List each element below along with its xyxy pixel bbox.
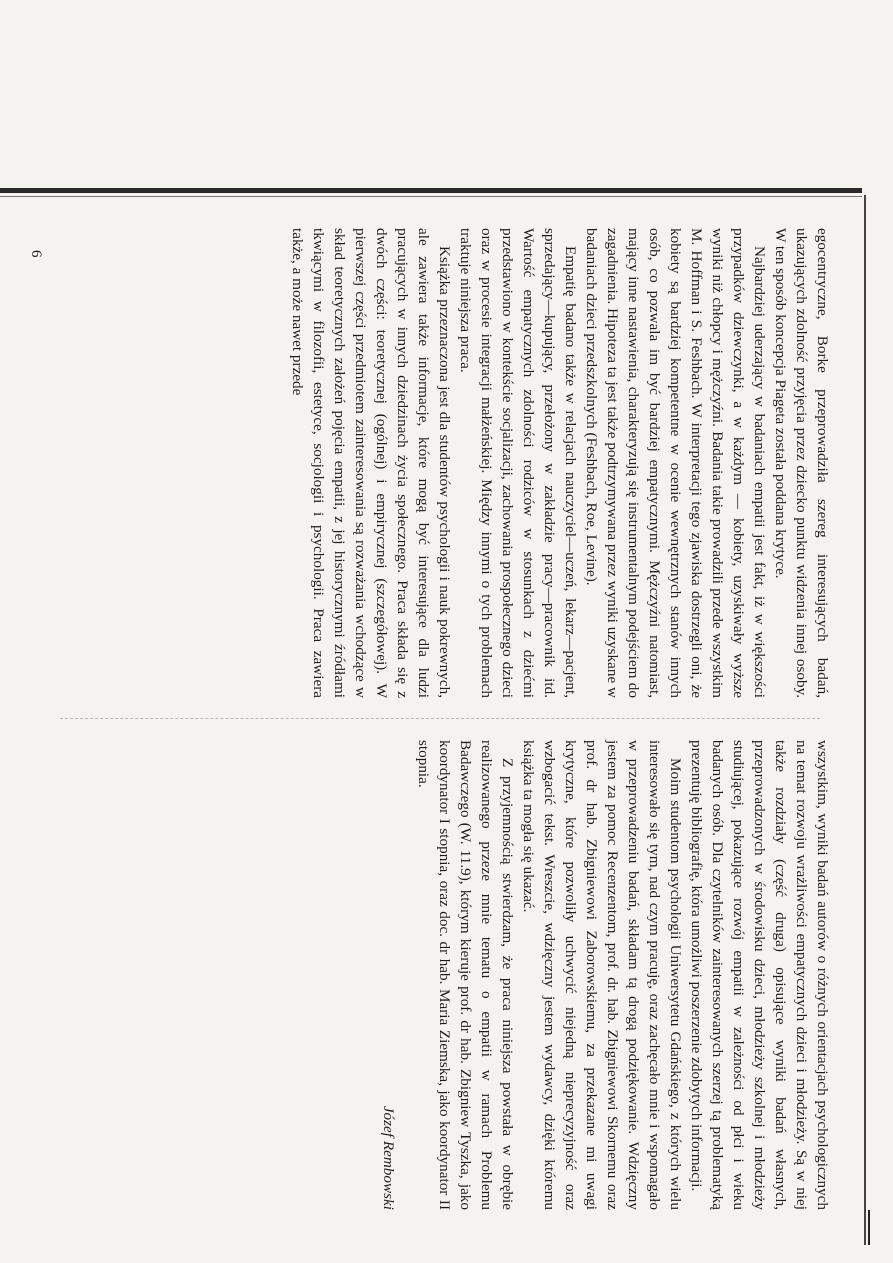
left-column-text <box>287 228 833 698</box>
paragraph: Najbardziej uderzający w badaniach empatii jest fakt, iż w większości przypadków dziewczynki, a w każdym — kobiety, uzyskiwały wyższe wyniki niż chłopcy i mężczyźni. Badania takie prowadzili przede wszystkim M. Hoffman i S. Feshbach. W interpretacji tego zjawiska dostrzegli oni, że kobiety są bardziej kompetentne w ocenie wewnętrznych stanów innych osób, co pozwala im być bardziej empatycznymi. Mężczyźni natomiast, mający inne nastawienia, charakteryzują się instrumentalnym podejściem do zagadnienia. Hipoteza ta jest także podtrzymywana przez wyniki uzyskane w badaniach dzieci przedszkolnych (Feshbach, Roe, Levine). <box>583 228 768 698</box>
right-column <box>378 740 833 1210</box>
paragraph: Empatię badano także w relacjach nauczyciel—uczeń, lekarz—pacjent, sprzedający—kupujący, przełożony w zakładzie pracy—pracownik itd. Wartość empatycznych zdolności rodziców w stosunkach z dziećmi przedstawiono w kontekście socjalizacji, zachowania prospołecznego dzieci oraz w procesie integracji małżeńskiej. Między innymi o tych problemach traktuje niniejsza praca. <box>457 228 579 698</box>
paragraph: wszystkim, wyniki badań autorów o różnych orientacjach psychologicznych na temat rozwoju wrażliwości empatycznych dzieci i młodzieży. Są w niej także rozdziały (część druga) opisujące wyniki badań własnych, przeprowadzonych w środowisku dzieci, młodzieży szkolnej i młodzieży studiującej, pokazujące rozwój empatii w zależności od płci i wieku badanych osób. Dla czytelników zainteresowanych szerzej tą problematyką prezentuję bibliografię, która umożliwi poszerzenie zdobytych informacji. <box>688 740 831 1210</box>
fold-mark <box>868 1210 870 1245</box>
top-margin-line-thin <box>0 196 862 197</box>
paragraph: Z przyjemnością stwierdzam, że praca niniejsza powstała w obrębie realizowanego przeze mnie tematu o empatii w ramach Problemu Badawczego (W. 11.9), którym kieruje prof. dr hab. Zbigniew Tyszka, jako koordynator I stopnia, oraz doc. dr hab. Maria Ziemska, jako koordynator II stopnia. <box>415 740 516 1210</box>
right-column-text <box>378 740 833 1210</box>
page-number: 6 <box>28 250 44 258</box>
column-divider <box>60 718 820 719</box>
page-right-edge <box>864 195 866 1245</box>
paragraph: egocentryczne, Borke przeprowadziła szereg interesujących badań, ukazujących zdolność przyjęcia przez dziecko punktu widzenia innej osoby. W ten sposób koncepcja Piageta została poddana krytyce. <box>772 228 831 698</box>
top-margin-line <box>0 188 862 193</box>
author-signature: Józef Rembowski <box>380 1105 397 1210</box>
paragraph: Książka przeznaczona jest dla studentów psychologii i nauk pokrewnych, ale zawiera także informacje, które mogą być interesujące dla ludzi pracujących w innych dziedzinach życia społecznego. Praca składa się z dwóch części: teoretycznej (ogólnej) i empirycznej (szczegółowej). W pierwszej części przedmiotem zainteresowania są rozważania wchodzące w skład teoretycznych założeń pojęcia empatii, z jej historycznymi źródłami tkwiącymi w filozofii, estetyce, socjologii i psychologii. Praca zawiera także, a może nawet przede <box>289 228 453 698</box>
paragraph: Moim studentom psychologii Uniwersytetu Gdańskiego, z których wielu interesowało się tym, nad czym pracuję, oraz zachęcało mnie i wspomagało w przeprowadzeniu badań, składam tą drogą podziękowanie. Wdzięczny jestem za pomoc Recenzentom, prof. dr. hab. Zbigniewowi Skornemu oraz prof. dr hab. Zbigniewowi Zaborowskiemu, za przekazane mi uwagi krytyczne, które pozwoliły uchwycić niejedną nieprecyzyjność oraz wzbogacić tekst. Wreszcie, wdzięczny jestem wydawcy, dzięki któremu książka ta mogła się ukazać. <box>520 740 684 1210</box>
left-column <box>287 228 833 698</box>
